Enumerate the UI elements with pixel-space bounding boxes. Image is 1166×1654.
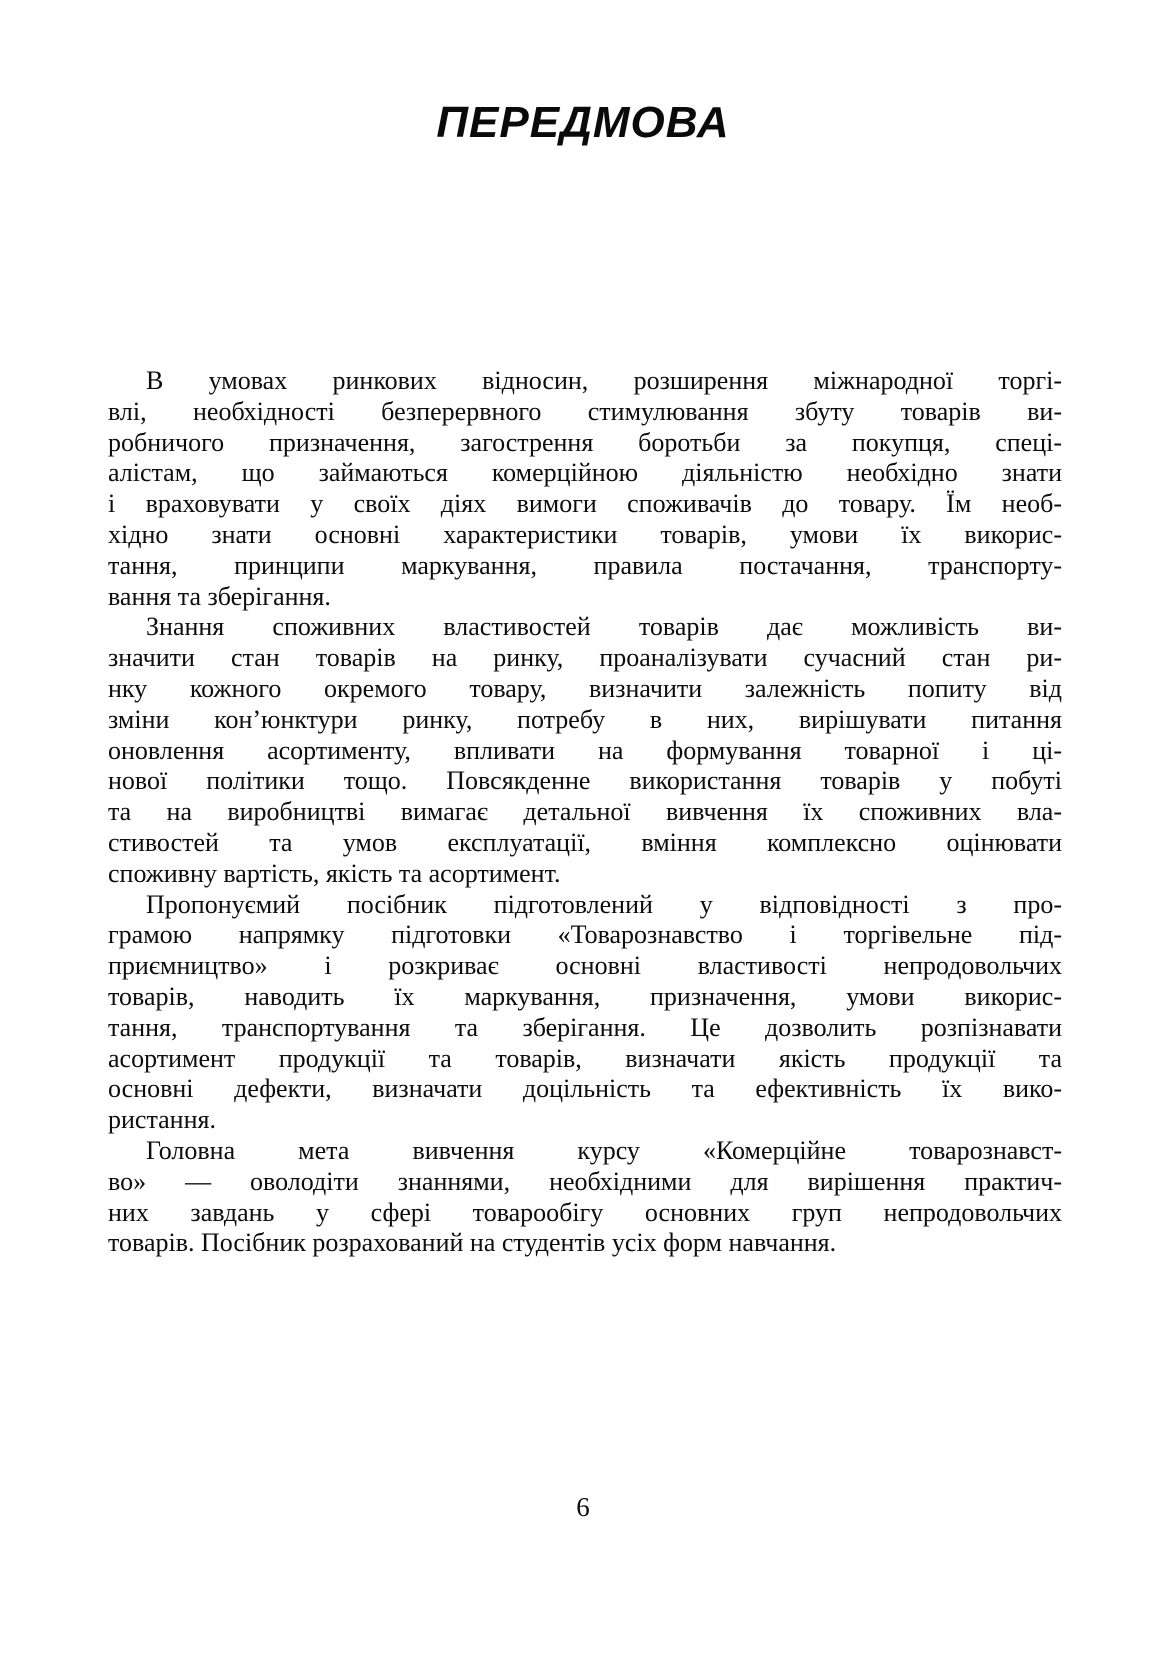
text-line: стивостей та умов експлуатації, вміння комплексно оцінювати <box>108 827 1062 857</box>
paragraph <box>108 612 1062 889</box>
text-line: оновлення асортименту, впливати на формування товарної і ці- <box>108 735 1062 765</box>
text-line: алістам, що займаються комерційною діяльністю необхідно знати <box>108 458 1062 488</box>
text-line: влі, необхідності безперервного стимулювання збуту товарів ви- <box>108 396 1062 426</box>
text-line: тання, транспортування та зберігання. Це дозволить розпізнавати <box>108 1012 1062 1042</box>
text-line: Пропонуємий посібник підготовлений у відповідності з про- <box>146 889 1062 919</box>
text-line: во» — оволодіти знаннями, необхідними для вирішення практич- <box>108 1166 1062 1196</box>
paragraph <box>108 366 1062 612</box>
paragraph <box>108 1136 1062 1259</box>
text-line: зміни кон’юнктури ринку, потребу в них, вирішувати питання <box>108 704 1062 734</box>
text-line: В умовах ринкових відносин, розширення міжнародної торгі- <box>146 366 1062 395</box>
text-line: вання та зберігання. <box>108 581 331 611</box>
text-line: товарів, наводить їх маркування, призначення, умови викорис- <box>108 981 1062 1011</box>
text-line: хідно знати основні характеристики товарів, умови їх викорис- <box>108 519 1062 549</box>
text-line: основні дефекти, визначати доцільність та ефективність їх вико- <box>108 1074 1062 1104</box>
text-line: Знання споживних властивостей товарів дає можливість ви- <box>146 612 1062 642</box>
text-line: грамою напрямку підготовки «Товарознавство і торгівельне під- <box>108 920 1062 950</box>
paragraph <box>108 890 1062 1136</box>
text-line: нової політики тощо. Повсякденне використання товарів у побуті <box>108 766 1062 796</box>
page-title: ПЕРЕДМОВА <box>436 98 730 147</box>
text-line: них завдань у сфері товарообігу основних груп непродовольчих <box>108 1197 1062 1227</box>
text-line: робничого призначення, загострення боротьби за покупця, спеці- <box>108 427 1062 457</box>
text-line: ристання. <box>108 1105 216 1135</box>
text-line: і враховувати у своїх діях вимоги споживачів до товару. Їм необ- <box>108 489 1062 519</box>
text-line: асортимент продукції та товарів, визначати якість продукції та <box>108 1043 1062 1073</box>
text-line: Головна мета вивчення курсу «Комерційне товарознавст- <box>146 1135 1062 1165</box>
text-line: споживну вартість, якість та асортимент. <box>108 858 561 888</box>
text-line: товарів. Посібник розрахований на студентів усіх форм навчання. <box>108 1228 837 1258</box>
page-number: 6 <box>576 1492 590 1522</box>
text-line: та на виробництві вимагає детальної вивчення їх споживних вла- <box>108 797 1062 827</box>
text-line: нку кожного окремого товару, визначити залежність попиту від <box>108 673 1062 703</box>
text-line: значити стан товарів на ринку, проаналізувати сучасний стан ри- <box>108 643 1062 673</box>
text-line: приємництво» і розкриває основні властивості непродовольчих <box>108 951 1062 981</box>
page-body <box>108 366 1062 1259</box>
text-line: тання, принципи маркування, правила постачання, транспорту- <box>108 550 1062 580</box>
